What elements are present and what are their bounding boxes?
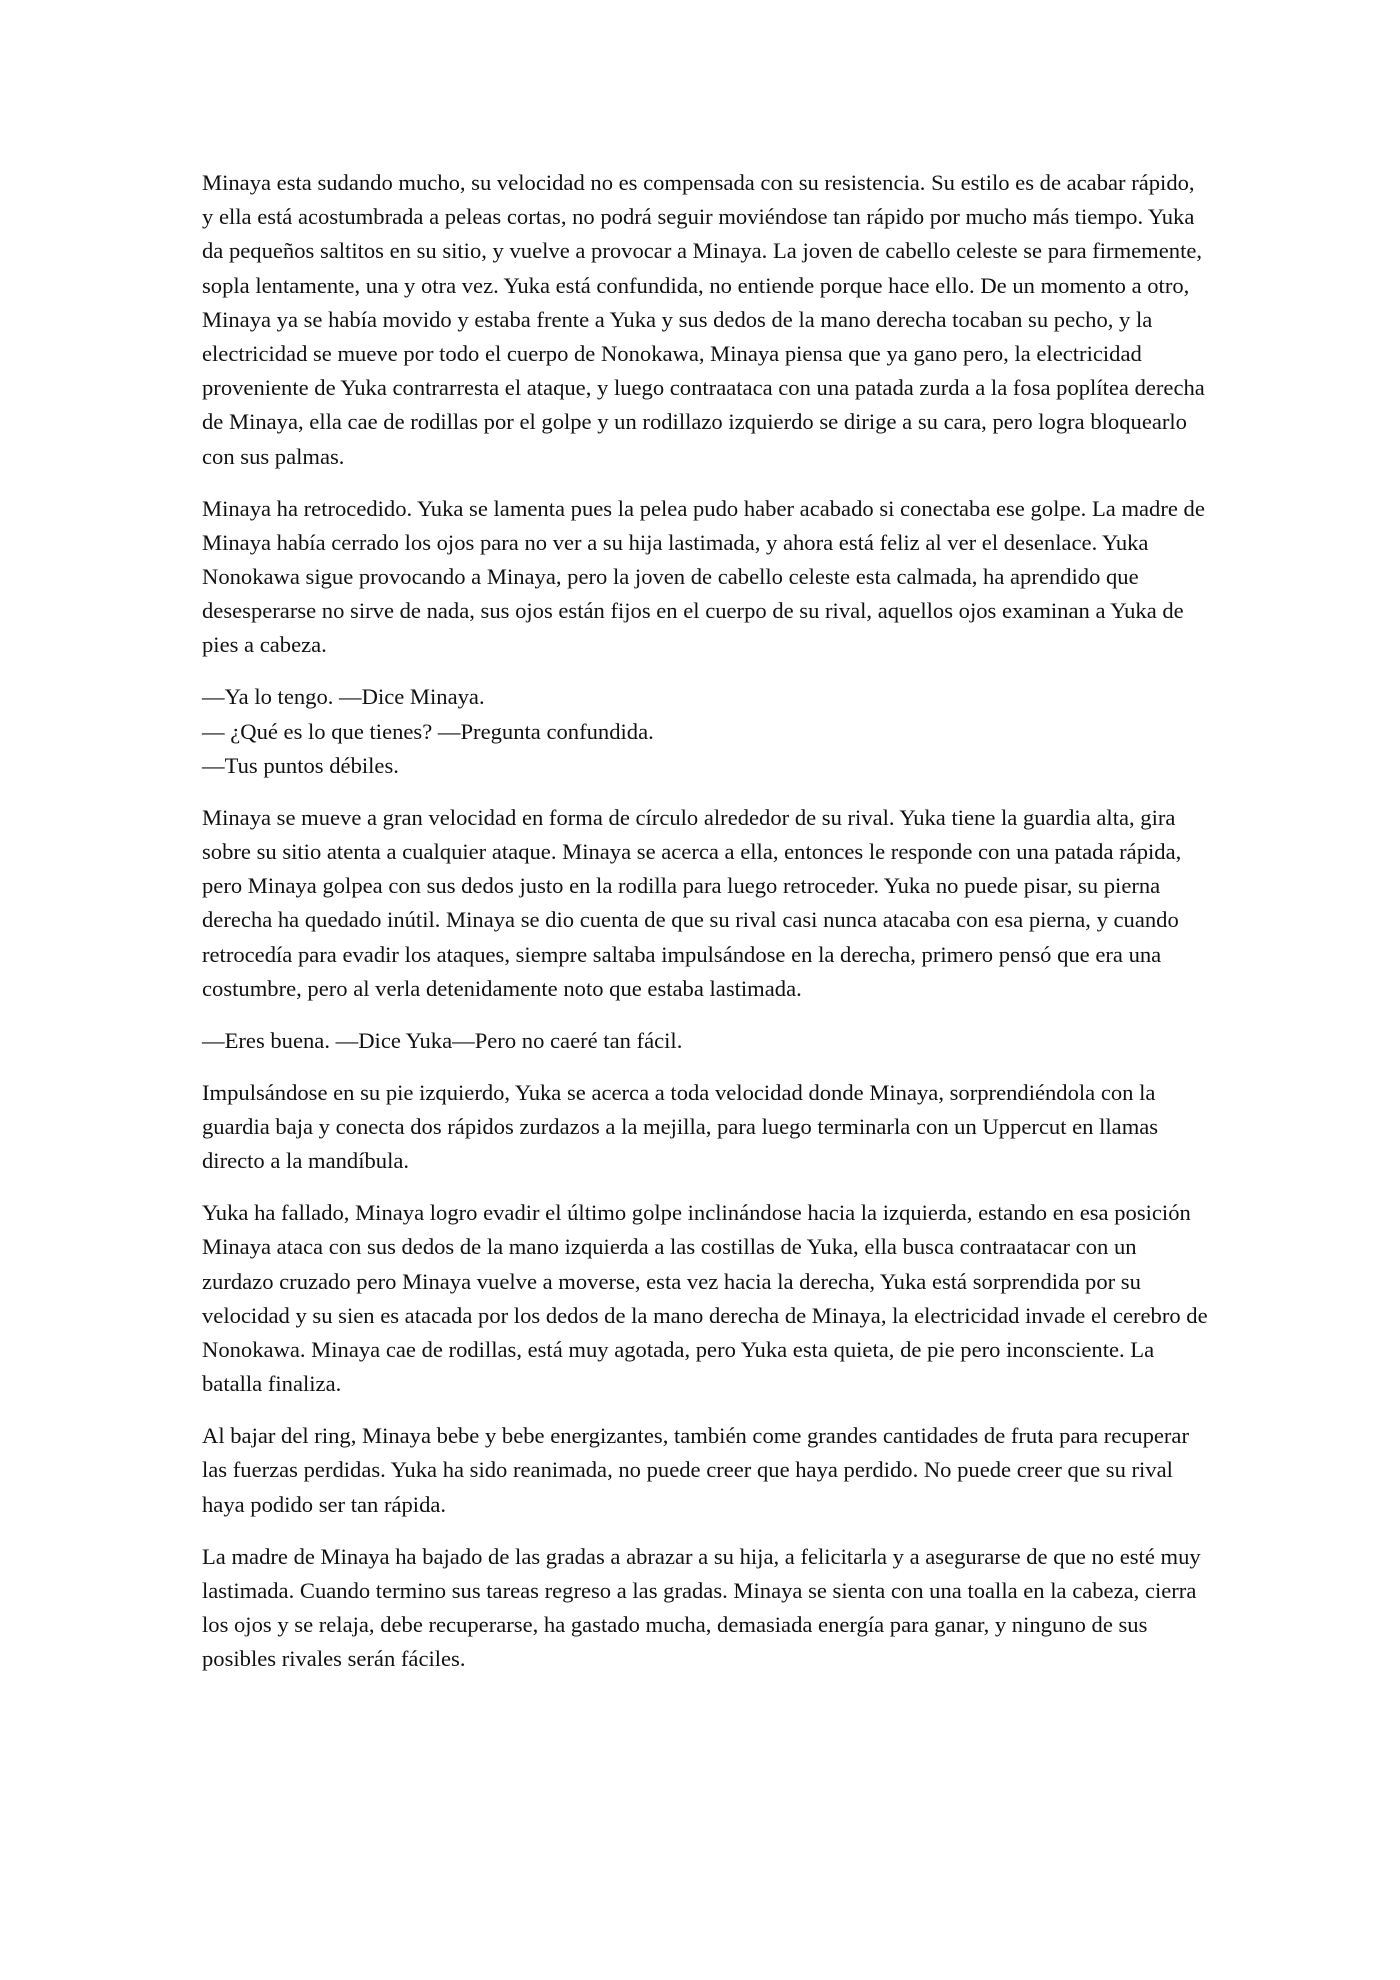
paragraph-2: Minaya ha retrocedido. Yuka se lamenta pues la pelea pudo haber acabado si conectaba ese golpe. La madre de Minaya había cerrado los ojos para no ver a su hija lastimada, y ahora está feliz al ver el desenlace. Yuka Nonokawa sigue provocando a Minaya, pero la joven de cabello celeste esta calmada, ha aprendido que desesperarse no sirve de nada, sus ojos están fijos en el cuerpo de su rival, aquellos ojos examinan a Yuka de pies a cabeza. (202, 495, 1205, 658)
paragraph-4: Impulsándose en su pie izquierdo, Yuka se acerca a toda velocidad donde Minaya, sorprendiéndola con la guardia baja y conecta dos rápidos zurdazos a la mejilla, para luego terminarla con un Uppercut en llamas directo a la mandíbula. (202, 1079, 1159, 1174)
dialogue-line-3: —Tus puntos débiles. (202, 752, 399, 778)
paragraph-3: Minaya se mueve a gran velocidad en forma de círculo alrededor de su rival. Yuka tiene la guardia alta, gira sobre su sitio atenta a cualquier ataque. Minaya se acerca a ella, entonces le responde con una patada rápida, pero Minaya golpea con sus dedos justo en la rodilla para luego retroceder. Yuka no puede pisar, su pierna derecha ha quedado inútil. Minaya se dio cuenta de que su rival casi nunca atacaba con esa pierna, y cuando retrocedía para evadir los ataques, siempre saltaba impulsándose en la derecha, primero pensó que era una costumbre, pero al verla detenidamente noto que estaba lastimada. (202, 804, 1182, 1001)
dialogue-line-2: — ¿Qué es lo que tienes? —Pregunta confundida. (202, 718, 654, 744)
document-body (202, 166, 1208, 1694)
dialogue-line-1: —Ya lo tengo. —Dice Minaya. (202, 684, 485, 710)
paragraph-5: Yuka ha fallado, Minaya logro evadir el último golpe inclinándose hacia la izquierda, estando en esa posición Minaya ataca con sus dedos de la mano izquierda a las costillas de Yuka, ella busca contraatacar con un zurdazo cruzado pero Minaya vuelve a moverse, esta vez hacia la derecha, Yuka está sorprendida por su velocidad y su sien es atacada por los dedos de la mano derecha de Minaya, la electricidad invade el cerebro de Nonokawa. Minaya cae de rodillas, está muy agotada, pero Yuka esta quieta, de pie pero inconsciente. La batalla finaliza. (202, 1200, 1208, 1397)
dialogue-line-4: —Eres buena. —Dice Yuka—Pero no caeré tan fácil. (202, 1027, 683, 1053)
dialogue-block-1 (202, 680, 1208, 783)
paragraph-1: Minaya esta sudando mucho, su velocidad no es compensada con su resistencia. Su estilo es de acabar rápido, y ella está acostumbrada a peleas cortas, no podrá seguir moviéndose tan rápido por mucho más tiempo. Yuka da pequeños saltitos en su sitio, y vuelve a provocar a Minaya. La joven de cabello celeste se para firmemente, sopla lentamente, una y otra vez. Yuka está confundida, no entiende porque hace ello. De un momento a otro, Minaya ya se había movido y estaba frente a Yuka y sus dedos de la mano derecha tocaban su pecho, y la electricidad se mueve por todo el cuerpo de Nonokawa, Minaya piensa que ya gano pero, la electricidad proveniente de Yuka contrarresta el ataque, y luego contraataca con una patada zurda a la fosa poplítea derecha de Minaya, ella cae de rodillas por el golpe y un rodillazo izquierdo se dirige a su cara, pero logra bloquearlo con sus palmas. (202, 170, 1205, 469)
paragraph-7: La madre de Minaya ha bajado de las gradas a abrazar a su hija, a felicitarla y a asegurarse de que no esté muy lastimada. Cuando termino sus tareas regreso a las gradas. Minaya se sienta con una toalla en la cabeza, cierra los ojos y se relaja, debe recuperarse, ha gastado mucha, demasiada energía para ganar, y ninguno de sus posibles rivales serán fáciles. (202, 1543, 1201, 1672)
paragraph-6: Al bajar del ring, Minaya bebe y bebe energizantes, también come grandes cantidades de fruta para recuperar las fuerzas perdidas. Yuka ha sido reanimada, no puede creer que haya perdido. No puede creer que su rival haya podido ser tan rápida. (202, 1423, 1189, 1517)
